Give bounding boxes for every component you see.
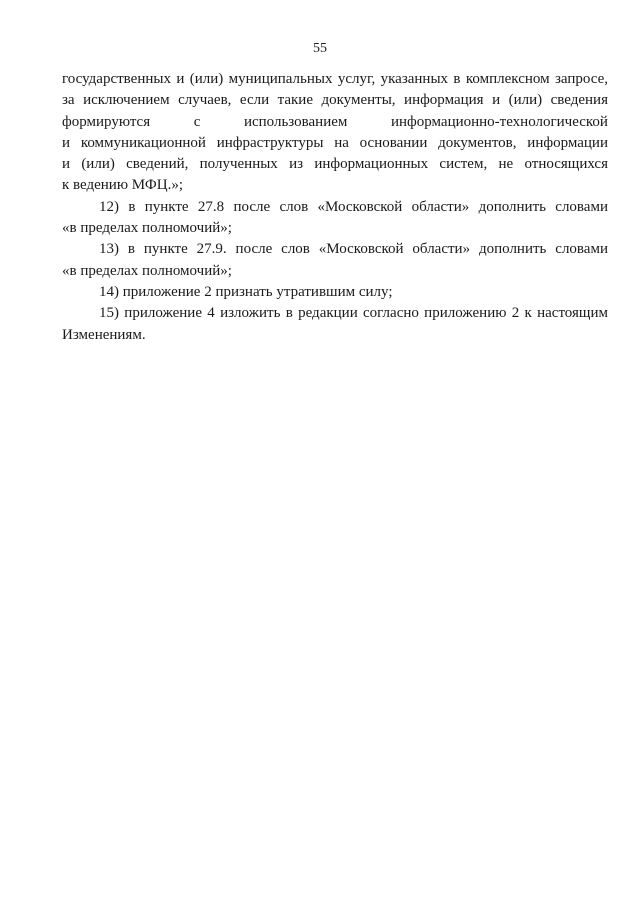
text-line: к ведению МФЦ.»; bbox=[62, 177, 184, 194]
word: информационно-технологической bbox=[390, 113, 608, 130]
document-body bbox=[62, 69, 608, 346]
word: с bbox=[193, 113, 201, 130]
paragraph-4 bbox=[62, 282, 608, 303]
text-line: «в пределах полномочий»; bbox=[62, 220, 232, 237]
text-line: 14) приложение 2 признать утратившим силу; bbox=[99, 283, 393, 300]
text-line: 13) в пункте 27.9. после слов «Московской области» дополнить словами bbox=[99, 241, 608, 258]
paragraph-5 bbox=[62, 303, 608, 346]
paragraph-3 bbox=[62, 239, 608, 282]
paragraph-2 bbox=[62, 197, 608, 240]
text-line: и (или) сведений, полученных из информационных систем, не относящихся bbox=[62, 156, 608, 173]
paragraph-1 bbox=[62, 69, 608, 197]
text-line: государственных и (или) муниципальных услуг, указанных в комплексном запросе, bbox=[62, 71, 608, 87]
text-line: «в пределах полномочий»; bbox=[62, 262, 232, 279]
text-line: 12) в пункте 27.8 после слов «Московской области» дополнить словами bbox=[99, 198, 608, 215]
text-line: Изменениям. bbox=[62, 326, 146, 343]
word: формируются bbox=[62, 113, 151, 130]
page-number: 55 bbox=[313, 41, 327, 56]
word: использованием bbox=[243, 113, 348, 130]
text-line: 15) приложение 4 изложить в редакции согласно приложению 2 к настоящим bbox=[99, 305, 608, 322]
text-line: и коммуникационной инфраструктуры на основании документов, информации bbox=[62, 134, 608, 151]
text-line: за исключением случаев, если такие документы, информация и (или) сведения bbox=[62, 92, 608, 109]
text-line-spaced bbox=[62, 112, 608, 133]
